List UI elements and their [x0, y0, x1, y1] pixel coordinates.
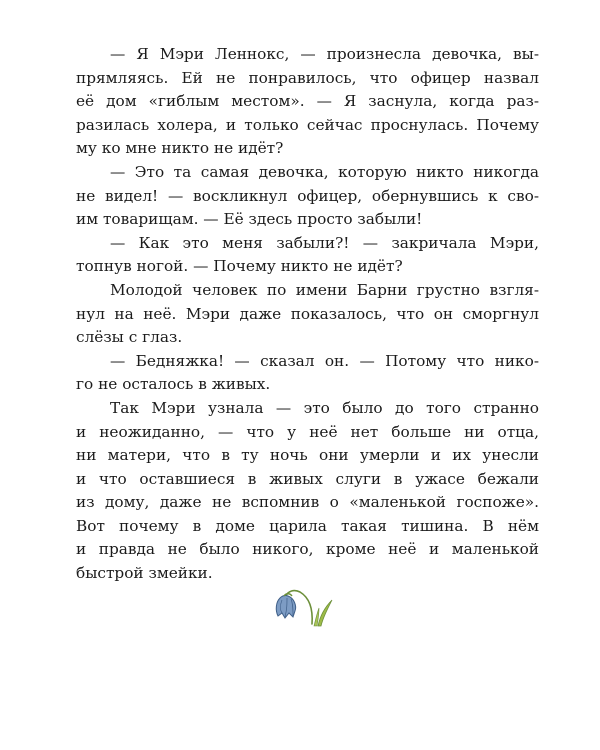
- text-line: ни матери, что в ту ночь они умерли и их унесли: [76, 446, 539, 465]
- text-line: Вот почему в доме царила такая тишина. В нём: [76, 516, 539, 535]
- bluebell-illustration: [266, 580, 346, 630]
- bluebell-flower-icon: [266, 580, 346, 630]
- paragraph: [76, 397, 539, 586]
- paragraph: [76, 43, 539, 161]
- text-line: слёзы с глаз.: [76, 328, 183, 347]
- paragraph: [76, 161, 539, 232]
- text-line: прямляясь. Ей не понравилось, что офицер назвал: [76, 68, 539, 87]
- text-line: топнув ногой. — Почему никто не идёт?: [76, 257, 403, 276]
- paragraph: [76, 350, 539, 397]
- text-line: му ко мне никто не идёт?: [76, 139, 284, 158]
- text-line: и что оставшиеся в живых слуги в ужасе бежали: [76, 469, 539, 488]
- text-line: — Как это меня забыли?! — закричала Мэри,: [110, 233, 539, 252]
- text-line: разилась холера, и только сейчас проснулась. Почему: [76, 115, 539, 134]
- text-line: и неожиданно, — что у неё нет больше ни отца,: [76, 422, 539, 441]
- text-line: быстрой змейки.: [76, 564, 213, 583]
- book-page-text: [76, 43, 539, 586]
- text-line: нул на неё. Мэри даже показалось, что он сморгнул: [76, 304, 539, 323]
- text-line: — Я Мэри Леннокс, — произнесла девочка, вы-: [110, 45, 539, 63]
- text-line: го не осталось в живых.: [76, 375, 271, 394]
- text-line: — Это та самая девочка, которую никто никогда: [110, 162, 539, 181]
- text-line: — Бедняжка! — сказал он. — Потому что нико-: [110, 351, 539, 370]
- paragraph: [76, 232, 539, 279]
- text-line: из дому, даже не вспомнив о «маленькой госпоже».: [76, 493, 539, 512]
- text-line: и правда не было никого, кроме неё и маленькой: [76, 540, 539, 559]
- paragraph: [76, 279, 539, 350]
- text-line: им товарищам. — Её здесь просто забыли!: [76, 210, 423, 229]
- text-line: её дом «гиблым местом». — Я заснула, когда раз-: [76, 92, 539, 111]
- text-line: Так Мэри узнала — это было до того странно: [110, 398, 539, 417]
- text-line: не видел! — воскликнул офицер, обернувшись к сво-: [76, 186, 539, 205]
- text-line: Молодой человек по имени Барни грустно взгля-: [110, 280, 539, 299]
